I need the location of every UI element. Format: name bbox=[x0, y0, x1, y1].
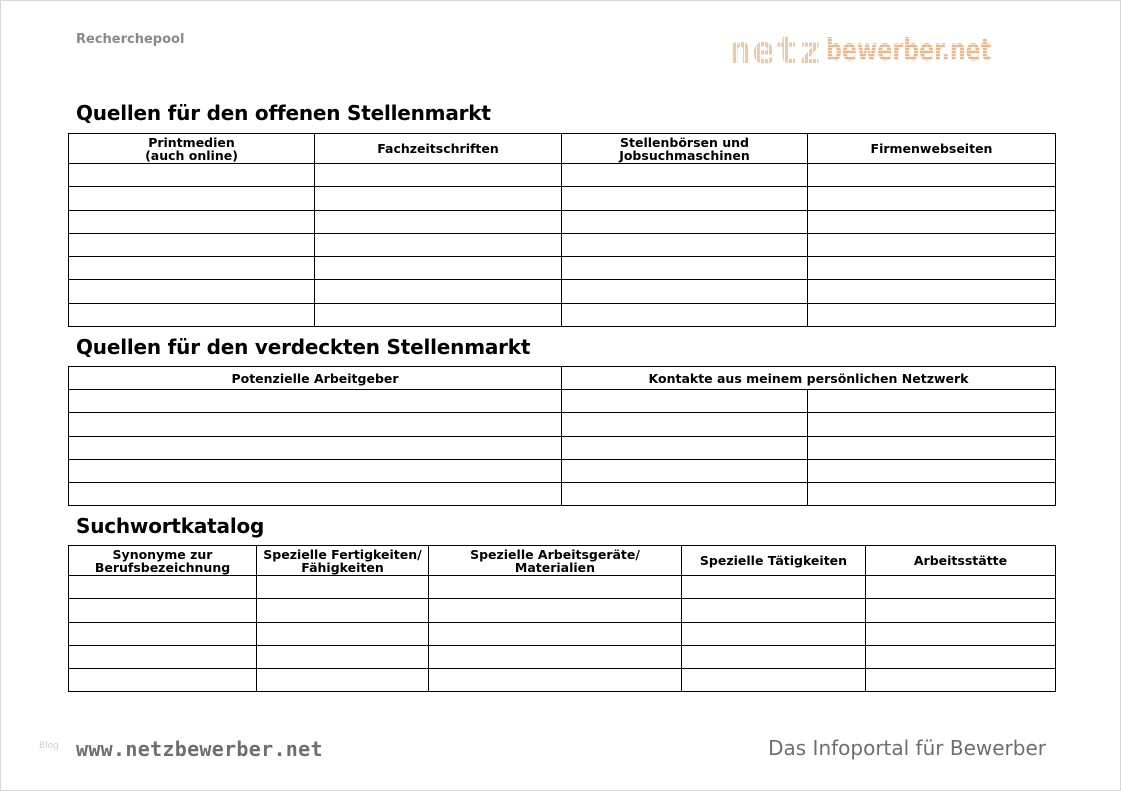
empty-entry-cell[interactable] bbox=[69, 303, 315, 326]
empty-entry-cell[interactable] bbox=[808, 280, 1056, 303]
header-label: Recherchepool bbox=[76, 32, 185, 47]
empty-entry-cell[interactable] bbox=[562, 436, 808, 459]
empty-entry-cell[interactable] bbox=[808, 233, 1056, 256]
empty-entry-cell[interactable] bbox=[682, 669, 866, 692]
column-header: Potenzielle Arbeitgeber bbox=[69, 367, 562, 390]
empty-entry-cell[interactable] bbox=[69, 576, 257, 599]
empty-entry-cell[interactable] bbox=[562, 257, 808, 280]
empty-entry-cell[interactable] bbox=[69, 187, 315, 210]
empty-entry-cell[interactable] bbox=[562, 280, 808, 303]
empty-entry-cell[interactable] bbox=[808, 164, 1056, 187]
empty-entry-cell[interactable] bbox=[257, 622, 429, 645]
empty-entry-cell[interactable] bbox=[315, 233, 562, 256]
table-row bbox=[69, 459, 1056, 482]
empty-entry-cell[interactable] bbox=[866, 669, 1056, 692]
section-title-open-market: Quellen für den offenen Stellenmarkt bbox=[76, 101, 491, 125]
table-row bbox=[69, 187, 1056, 210]
empty-entry-cell[interactable] bbox=[562, 413, 808, 436]
empty-entry-cell[interactable] bbox=[682, 645, 866, 668]
table-row bbox=[69, 280, 1056, 303]
column-header: Spezielle Arbeitsgeräte/ Materialien bbox=[429, 546, 682, 576]
table-row bbox=[69, 645, 1056, 668]
empty-entry-cell[interactable] bbox=[315, 280, 562, 303]
section-title-hidden-market: Quellen für den verdeckten Stellenmarkt bbox=[76, 335, 531, 359]
empty-entry-cell[interactable] bbox=[808, 483, 1056, 506]
empty-entry-cell[interactable] bbox=[808, 187, 1056, 210]
empty-entry-cell[interactable] bbox=[69, 599, 257, 622]
table-row bbox=[69, 576, 1056, 599]
table-row bbox=[69, 210, 1056, 233]
empty-entry-cell[interactable] bbox=[429, 645, 682, 668]
empty-entry-cell[interactable] bbox=[808, 257, 1056, 280]
column-header: Spezielle Tätigkeiten bbox=[682, 546, 866, 576]
table-row bbox=[69, 413, 1056, 436]
table-row bbox=[69, 233, 1056, 256]
empty-entry-cell[interactable] bbox=[429, 622, 682, 645]
empty-entry-cell[interactable] bbox=[69, 669, 257, 692]
empty-entry-cell[interactable] bbox=[69, 280, 315, 303]
column-header: Arbeitsstätte bbox=[866, 546, 1056, 576]
table-row bbox=[69, 390, 1056, 413]
empty-entry-cell[interactable] bbox=[69, 645, 257, 668]
table-row bbox=[69, 164, 1056, 187]
hidden-market-table bbox=[68, 366, 1056, 506]
blog-watermark: Blog bbox=[39, 741, 59, 751]
empty-entry-cell[interactable] bbox=[315, 257, 562, 280]
column-header: Stellenbörsen und Jobsuchmaschinen bbox=[562, 134, 808, 164]
column-header: Spezielle Fertigkeiten/ Fähigkeiten bbox=[257, 546, 429, 576]
empty-entry-cell[interactable] bbox=[808, 413, 1056, 436]
empty-entry-cell[interactable] bbox=[562, 303, 808, 326]
empty-entry-cell[interactable] bbox=[69, 164, 315, 187]
empty-entry-cell[interactable] bbox=[315, 210, 562, 233]
empty-entry-cell[interactable] bbox=[257, 576, 429, 599]
empty-entry-cell[interactable] bbox=[808, 210, 1056, 233]
empty-entry-cell[interactable] bbox=[866, 645, 1056, 668]
empty-entry-cell[interactable] bbox=[69, 390, 562, 413]
column-header: Fachzeitschriften bbox=[315, 134, 562, 164]
table-row bbox=[69, 303, 1056, 326]
empty-entry-cell[interactable] bbox=[69, 436, 562, 459]
empty-entry-cell[interactable] bbox=[808, 459, 1056, 482]
empty-entry-cell[interactable] bbox=[562, 483, 808, 506]
empty-entry-cell[interactable] bbox=[315, 303, 562, 326]
column-header: Synonyme zur Berufsbezeichnung bbox=[69, 546, 257, 576]
table-row bbox=[69, 436, 1056, 459]
empty-entry-cell[interactable] bbox=[69, 622, 257, 645]
table-row bbox=[69, 599, 1056, 622]
empty-entry-cell[interactable] bbox=[257, 645, 429, 668]
empty-entry-cell[interactable] bbox=[808, 390, 1056, 413]
empty-entry-cell[interactable] bbox=[69, 257, 315, 280]
table-row bbox=[69, 622, 1056, 645]
logo-netz-text: netz bbox=[729, 29, 823, 72]
empty-entry-cell[interactable] bbox=[808, 303, 1056, 326]
empty-entry-cell[interactable] bbox=[257, 599, 429, 622]
empty-entry-cell[interactable] bbox=[562, 233, 808, 256]
keyword-catalog-table bbox=[68, 545, 1056, 692]
empty-entry-cell[interactable] bbox=[315, 164, 562, 187]
column-header: Firmenwebseiten bbox=[808, 134, 1056, 164]
open-market-table bbox=[68, 133, 1056, 327]
column-header: Printmedien (auch online) bbox=[69, 134, 315, 164]
empty-entry-cell[interactable] bbox=[562, 459, 808, 482]
empty-entry-cell[interactable] bbox=[69, 483, 562, 506]
table-row bbox=[69, 669, 1056, 692]
empty-entry-cell[interactable] bbox=[682, 622, 866, 645]
empty-entry-cell[interactable] bbox=[682, 576, 866, 599]
empty-entry-cell[interactable] bbox=[866, 599, 1056, 622]
empty-entry-cell[interactable] bbox=[69, 459, 562, 482]
empty-entry-cell[interactable] bbox=[257, 669, 429, 692]
empty-entry-cell[interactable] bbox=[866, 576, 1056, 599]
empty-entry-cell[interactable] bbox=[429, 599, 682, 622]
section-title-keyword-catalog: Suchwortkatalog bbox=[76, 514, 265, 538]
empty-entry-cell[interactable] bbox=[866, 622, 1056, 645]
empty-entry-cell[interactable] bbox=[315, 187, 562, 210]
table-row bbox=[69, 257, 1056, 280]
brand-logo bbox=[729, 31, 1028, 71]
empty-entry-cell[interactable] bbox=[562, 187, 808, 210]
column-header: Kontakte aus meinem persönlichen Netzwerk bbox=[562, 367, 1056, 390]
empty-entry-cell[interactable] bbox=[69, 413, 562, 436]
empty-entry-cell[interactable] bbox=[562, 164, 808, 187]
empty-entry-cell[interactable] bbox=[429, 669, 682, 692]
empty-entry-cell[interactable] bbox=[682, 599, 866, 622]
empty-entry-cell[interactable] bbox=[69, 233, 315, 256]
footer-url[interactable]: www.netzbewerber.net bbox=[76, 737, 323, 761]
empty-entry-cell[interactable] bbox=[562, 390, 808, 413]
footer-tagline: Das Infoportal für Bewerber bbox=[768, 736, 1046, 760]
table-row bbox=[69, 483, 1056, 506]
logo-bewerber-text: bewerber.net bbox=[826, 31, 991, 71]
empty-entry-cell[interactable] bbox=[808, 436, 1056, 459]
empty-entry-cell[interactable] bbox=[429, 576, 682, 599]
empty-entry-cell[interactable] bbox=[69, 210, 315, 233]
empty-entry-cell[interactable] bbox=[562, 210, 808, 233]
